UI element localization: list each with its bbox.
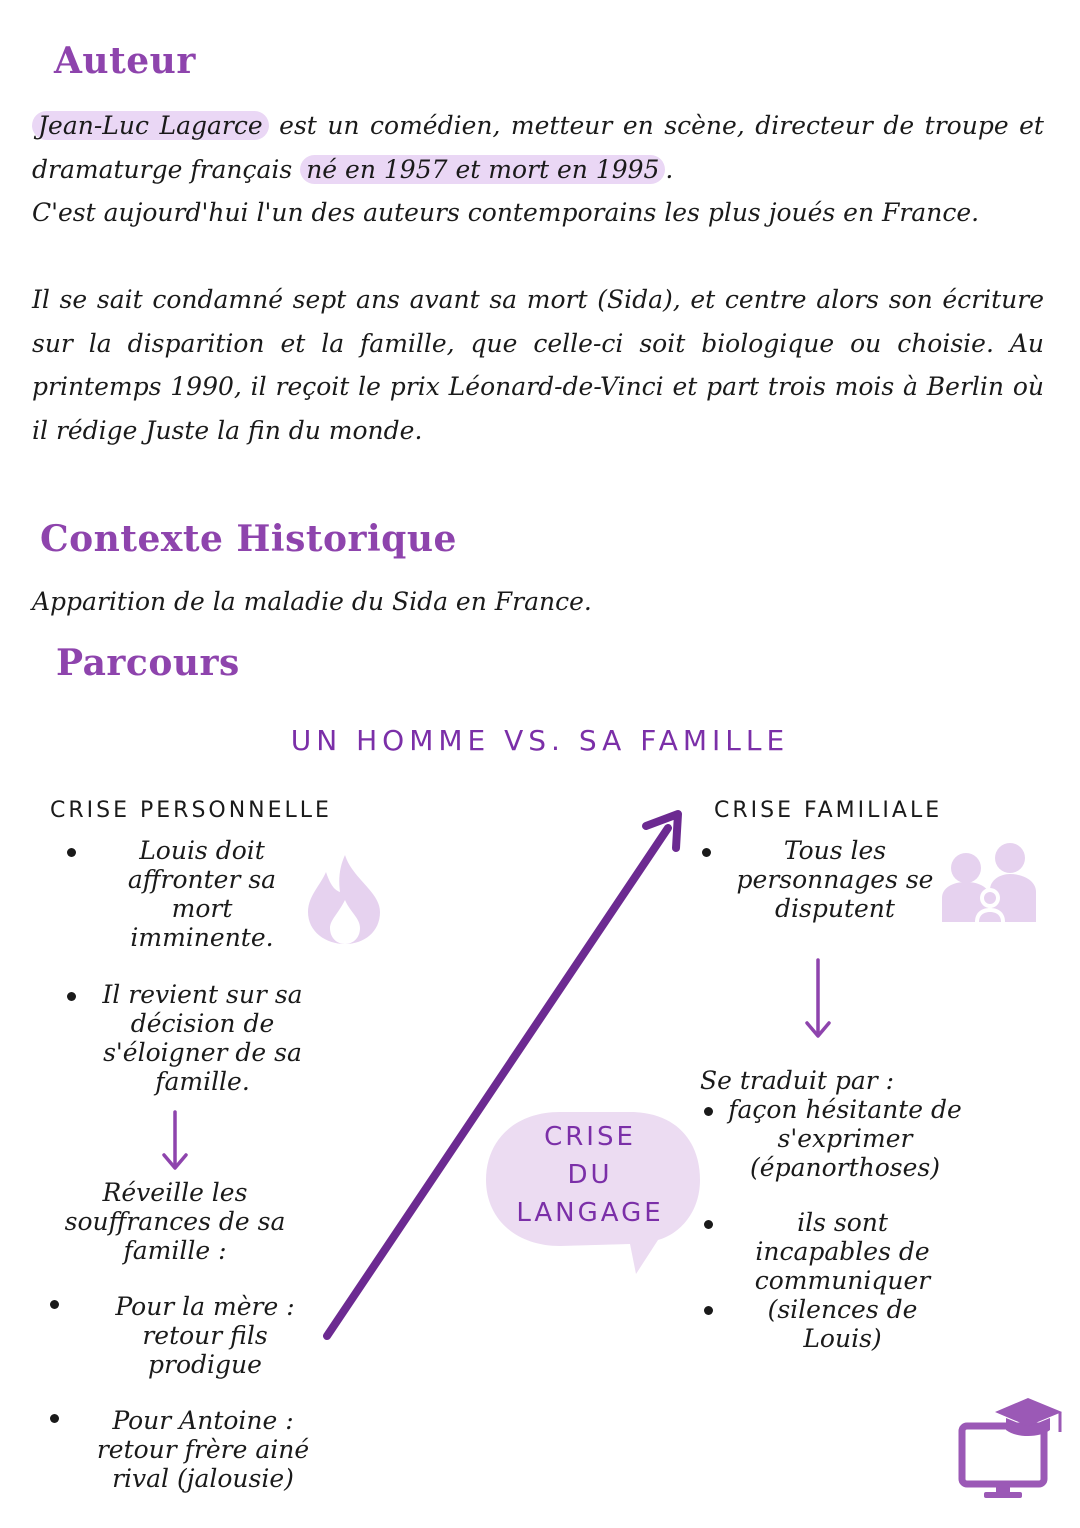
bubble-line-1: CRISE bbox=[544, 1122, 636, 1152]
auteur-paragraph-2: C'est aujourd'hui l'un des auteurs contemporains les plus joués en France. bbox=[32, 198, 980, 227]
right-intro: Se traduit par : bbox=[700, 1066, 895, 1095]
heading-auteur: Auteur bbox=[54, 40, 196, 82]
highlight-dates: né en 1957 et mort en 1995 bbox=[300, 155, 665, 184]
left-bullet-4: Pour Antoine : retour frère ainé rival (jalousie) bbox=[96, 1406, 310, 1493]
heading-contexte-historique: Contexte Historique bbox=[40, 518, 457, 560]
crise-familiale-title: CRISE FAMILIALE bbox=[714, 798, 943, 823]
left-consequence: Réveille les souffrances de sa famille : bbox=[64, 1178, 286, 1265]
right-bullet-2: façon hésitante de s'exprimer (épanorthoses) bbox=[728, 1095, 962, 1182]
auteur-paragraph-3: Il se sait condamné sept ans avant sa mort (Sida), et centre alors son écriture sur la disparition et la famille, que celle-ci soit biologique ou choisie. Au printemps 1990, il reçoit le prix Léonard-de-Vinci et part trois mois à Berlin où il rédige Juste la fin du monde. bbox=[32, 285, 1044, 445]
auteur-text-a: est un comédien, metteur en scène, directeur de troupe et dramaturge français bbox=[32, 111, 1044, 184]
auteur-text-b: . bbox=[665, 154, 674, 184]
crise-personnelle-title: CRISE PERSONNELLE bbox=[50, 798, 332, 823]
left-bullet-3: Pour la mère : retour fils prodigue bbox=[115, 1292, 295, 1379]
right-bullet-1: Tous les personnages se disputent bbox=[736, 836, 934, 923]
bubble-line-3: LANGAGE bbox=[516, 1198, 664, 1228]
left-bullet-1: Louis doit affronter sa mort imminente. bbox=[127, 836, 277, 952]
left-bullet-2: Il revient sur sa décision de s'éloigner de sa famille. bbox=[102, 980, 303, 1096]
bubble-line-2: DU bbox=[567, 1160, 613, 1190]
contexte-text: Apparition de la maladie du Sida en France. bbox=[32, 587, 592, 616]
highlight-author-name: Jean-Luc Lagarce bbox=[32, 111, 269, 140]
diagram-title: UN HOMME VS. SA FAMILLE bbox=[290, 724, 790, 757]
heading-parcours: Parcours bbox=[56, 642, 240, 684]
right-bullet-3: ils sont incapables de communiquer (silences de Louis) bbox=[754, 1208, 931, 1353]
